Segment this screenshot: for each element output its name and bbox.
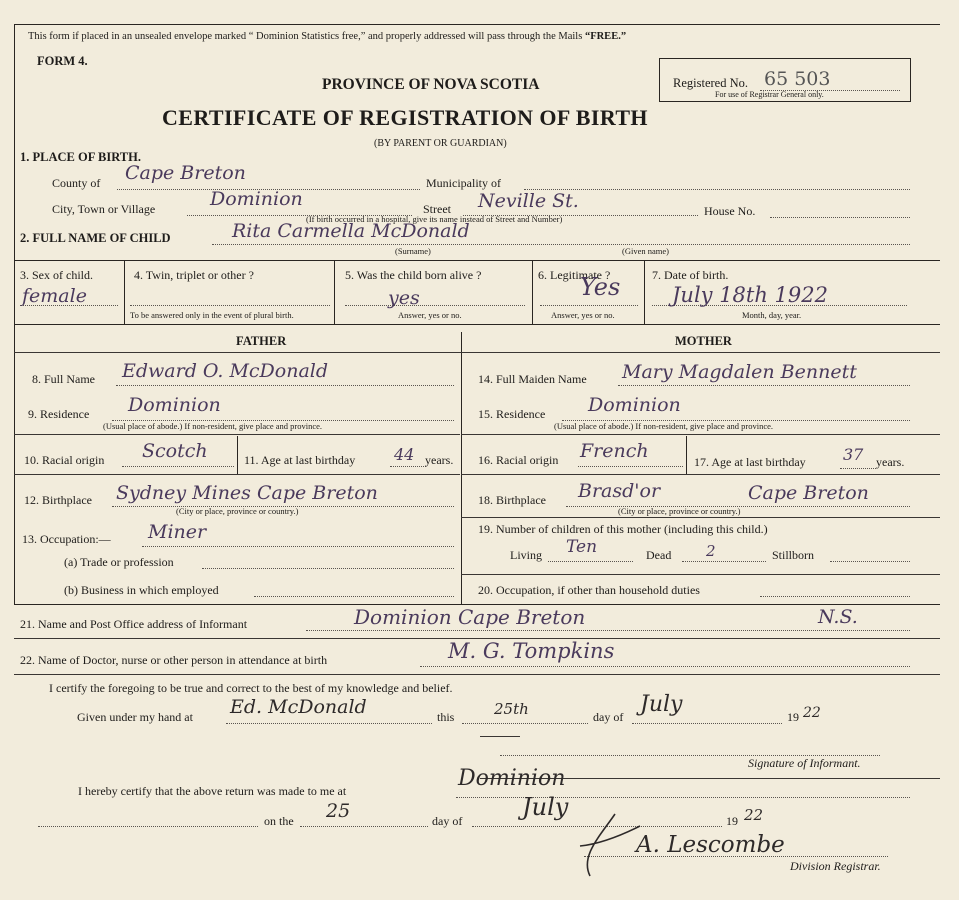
municipality-label: Municipality of (426, 176, 501, 190)
registrar-statement: I hereby certify that the above return was made to me at (78, 784, 347, 798)
day-of-label: day of (593, 710, 624, 724)
form-number: FORM 4. (37, 54, 88, 68)
house-no-label: House No. (704, 204, 756, 218)
mother-occupation-label: 20. Occupation, if other than household duties (478, 583, 700, 597)
father-racial-value: Scotch (142, 440, 208, 462)
living-label: Living (510, 548, 542, 562)
born-alive-label: 5. Was the child born alive ? (345, 268, 482, 282)
mother-name-label: 14. Full Maiden Name (478, 372, 587, 386)
father-occupation-label: 13. Occupation:— (22, 532, 111, 546)
mother-residence-value: Dominion (588, 394, 681, 416)
born-alive-value: yes (388, 287, 420, 309)
registrar-signature-value: A. Lescombe (636, 832, 785, 858)
business-label: (b) Business in which employed (64, 583, 219, 597)
surname-note: (Surname) (395, 246, 431, 256)
year-value: 22 (803, 705, 821, 721)
registered-no-value: 65 503 (764, 68, 831, 90)
registrar-month-value: July (522, 793, 569, 821)
mother-birthplace-label: 18. Birthplace (478, 493, 546, 507)
child-name-value: Rita Carmella McDonald (232, 220, 470, 242)
father-age-unit: years. (425, 453, 454, 467)
mother-residence-note: (Usual place of abode.) If non-resident, give place and province. (554, 421, 774, 431)
attendant-label: 22. Name of Doctor, nurse or other person in attendance at birth (20, 653, 328, 667)
street-value: Neville St. (478, 190, 579, 212)
father-name-label: 8. Full Name (32, 372, 95, 386)
given-name-note: (Given name) (622, 246, 669, 256)
father-birthplace-value: Sydney Mines Cape Breton (116, 482, 378, 504)
informant-label: 21. Name and Post Office address of Informant (20, 617, 248, 631)
this-label: this (437, 710, 455, 724)
street-label: Street (423, 202, 451, 216)
dead-value: 2 (706, 542, 716, 560)
mother-birthplace-value-2: Cape Breton (748, 482, 869, 504)
top-border (14, 24, 940, 25)
certificate-title: CERTIFICATE OF REGISTRATION OF BIRTH (162, 105, 648, 130)
date-of-birth-value: July 18th 1922 (672, 283, 829, 307)
mother-name-value: Mary Magdalen Bennett (622, 361, 857, 383)
month-value: July (640, 692, 683, 717)
informant-value-tail: N.S. (818, 606, 858, 628)
province-heading: PROVINCE OF NOVA SCOTIA (322, 76, 540, 93)
certify-statement: I certify the foregoing to be true and correct to the best of my knowledge and belief. (49, 681, 453, 695)
registrar-place-value: Dominion (458, 766, 566, 791)
mother-birthplace-value: Brasd'or (578, 480, 661, 502)
sex-label: 3. Sex of child. (20, 268, 93, 282)
father-occupation-value: Miner (148, 521, 207, 543)
signature-flourish (560, 806, 650, 886)
on-the-label: on the (264, 814, 294, 828)
twin-note: To be answered only in the event of plural birth. (130, 310, 294, 320)
certificate-subtitle: (BY PARENT OR GUARDIAN) (374, 138, 507, 149)
father-age-label: 11. Age at last birthday (244, 453, 356, 467)
mother-residence-label: 15. Residence (478, 407, 546, 421)
this-day-value: 25th (494, 700, 529, 718)
division-registrar-label: Division Registrar. (790, 859, 881, 873)
father-birthplace-label: 12. Birthplace (24, 493, 92, 507)
hospital-note: (If birth occurred in a hospital, give its name instead of Street and Number) (306, 214, 563, 224)
registrar-day-of-label: day of (432, 814, 463, 828)
county-value: Cape Breton (125, 162, 246, 184)
children-count-label: 19. Number of children of this mother (including this child.) (478, 522, 768, 536)
registered-no-label: Registered No. (673, 76, 748, 90)
mother-birthplace-note: (City or place, province or country.) (618, 506, 741, 516)
city-value: Dominion (210, 188, 303, 210)
mother-age-value: 37 (843, 445, 864, 464)
informant-signature-label: Signature of Informant. (748, 756, 861, 770)
father-residence-label: 9. Residence (28, 407, 90, 421)
mother-age-unit: years. (876, 455, 905, 469)
father-name-value: Edward O. McDonald (122, 360, 329, 382)
city-label: City, Town or Village (52, 202, 156, 216)
date-of-birth-note: Month, day, year. (742, 310, 802, 320)
date-of-birth-label: 7. Date of birth. (652, 268, 729, 282)
father-age-value: 44 (394, 445, 415, 464)
twin-label: 4. Twin, triplet or other ? (134, 268, 254, 282)
county-label: County of (52, 176, 101, 190)
registrar-year-prefix: 19 (726, 814, 738, 828)
father-heading: FATHER (236, 334, 287, 348)
sex-value: female (22, 285, 87, 307)
trade-label: (a) Trade or profession (64, 555, 174, 569)
father-residence-note: (Usual place of abode.) If non-resident, give place and province. (103, 421, 323, 431)
legitimate-note: Answer, yes or no. (551, 310, 615, 320)
attendant-value: M. G. Tompkins (448, 639, 615, 663)
father-birthplace-note: (City or place, province or country.) (176, 506, 299, 516)
father-residence-value: Dominion (128, 394, 221, 416)
mother-racial-value: French (580, 440, 649, 462)
registrar-year-value: 22 (744, 806, 764, 824)
given-under-value: Ed. McDonald (230, 696, 367, 718)
informant-value: Dominion Cape Breton (354, 605, 586, 629)
born-alive-note: Answer, yes or no. (398, 310, 462, 320)
given-under-label: Given under my hand at (77, 710, 193, 724)
year-prefix: 19 (787, 710, 799, 724)
legitimate-label: 6. Legitimate ? (538, 268, 611, 282)
mail-note: This form if placed in an unsealed envelope marked “ Dominion Statistics free,” and properly addressed will pass through the Mails “FREE.” (28, 31, 627, 42)
living-value: Ten (566, 537, 598, 557)
stillborn-label: Stillborn (772, 548, 815, 562)
dead-label: Dead (646, 548, 672, 562)
legitimate-value: Yes (580, 273, 621, 301)
on-the-value: 25 (326, 800, 351, 822)
mother-age-label: 17. Age at last birthday (694, 455, 806, 469)
mother-racial-label: 16. Racial origin (478, 453, 559, 467)
registrar-general-note: For use of Registrar General only. (715, 90, 824, 99)
father-racial-label: 10. Racial origin (24, 453, 105, 467)
full-name-label: 2. FULL NAME OF CHILD (20, 231, 171, 245)
mother-heading: MOTHER (675, 334, 732, 348)
left-border (14, 24, 15, 344)
place-of-birth-heading: 1. PLACE OF BIRTH. (20, 150, 141, 164)
